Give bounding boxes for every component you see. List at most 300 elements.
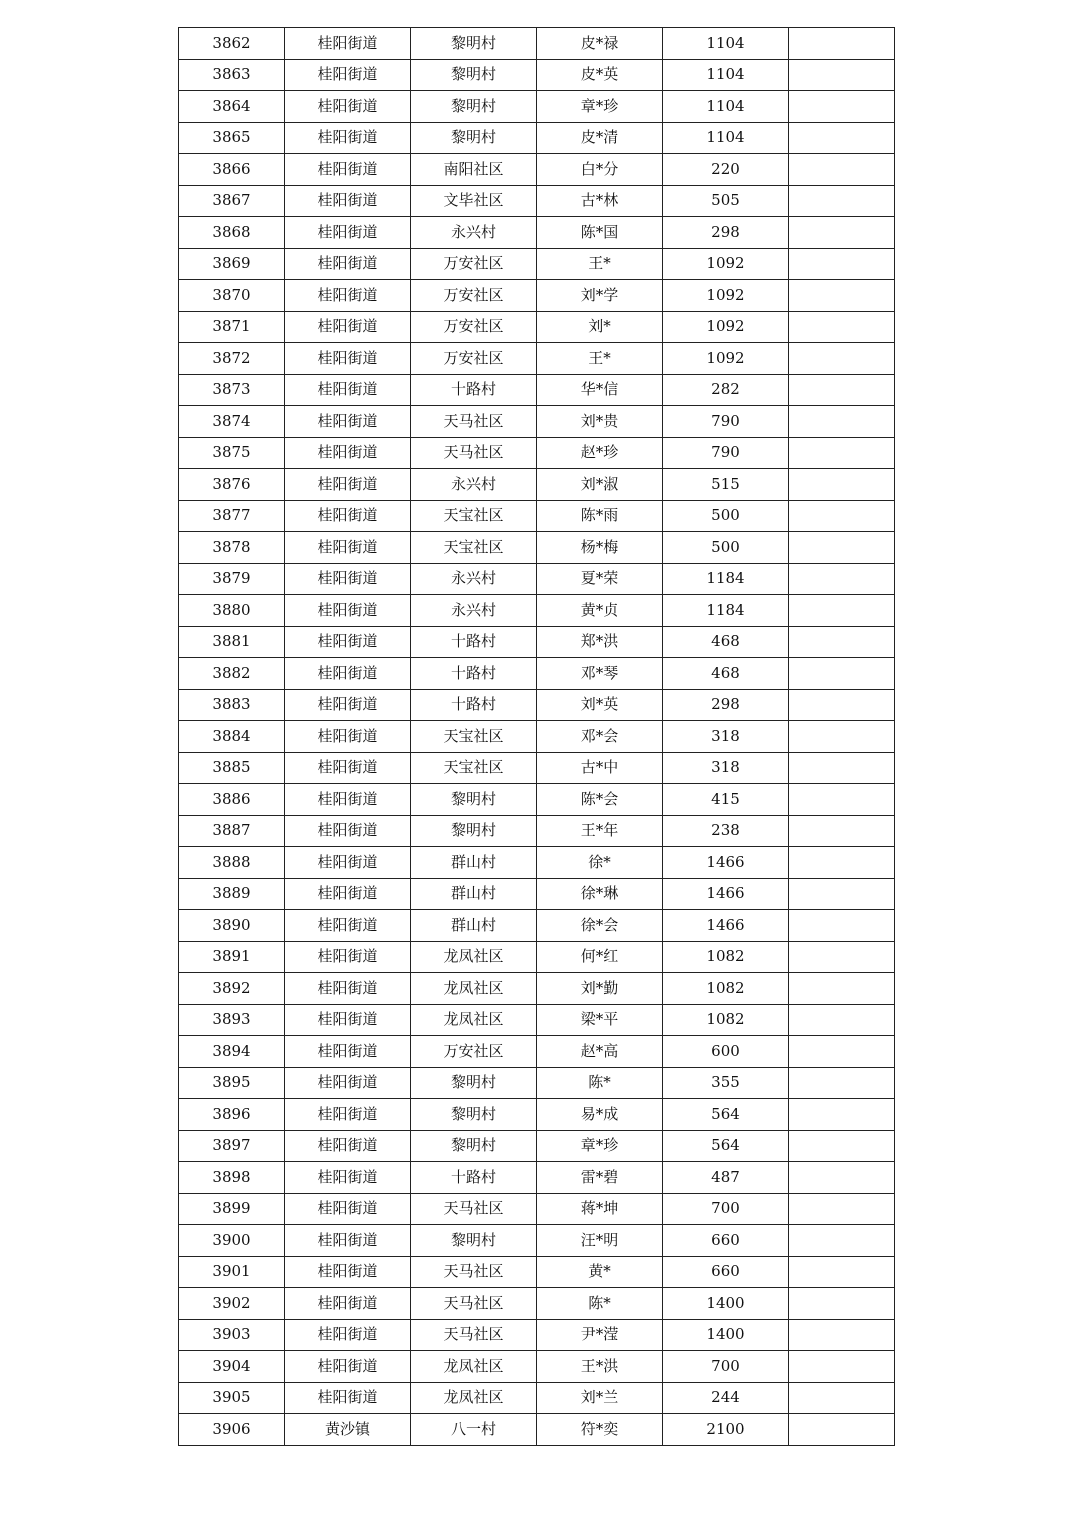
person-name-cell: 黄*贞 [537,595,663,627]
person-name-cell: 蒋*坤 [537,1193,663,1225]
village-cell: 永兴村 [411,217,537,249]
town-cell: 桂阳街道 [285,374,411,406]
village-cell: 黎明村 [411,815,537,847]
serial-number-cell: 3863 [179,59,285,91]
remark-cell [789,59,895,91]
table-row [179,910,895,942]
village-cell: 十路村 [411,1162,537,1194]
town-cell: 黄沙镇 [285,1414,411,1446]
remark-cell [789,469,895,501]
table-row [179,1193,895,1225]
remark-cell [789,1036,895,1068]
serial-number-cell: 3889 [179,878,285,910]
amount-cell: 1466 [663,847,789,879]
amount-cell: 298 [663,689,789,721]
serial-number-cell: 3876 [179,469,285,501]
town-cell: 桂阳街道 [285,1382,411,1414]
serial-number-cell: 3881 [179,626,285,658]
table-row [179,469,895,501]
remark-cell [789,689,895,721]
serial-number-cell: 3884 [179,721,285,753]
remark-cell [789,1162,895,1194]
person-name-cell: 邓*会 [537,721,663,753]
town-cell: 桂阳街道 [285,689,411,721]
person-name-cell: 尹*滢 [537,1319,663,1351]
town-cell: 桂阳街道 [285,311,411,343]
village-cell: 黎明村 [411,1099,537,1131]
table-row [179,689,895,721]
serial-number-cell: 3894 [179,1036,285,1068]
remark-cell [789,185,895,217]
table-row [179,217,895,249]
amount-cell: 487 [663,1162,789,1194]
table-row [179,721,895,753]
table-row [179,1004,895,1036]
town-cell: 桂阳街道 [285,1256,411,1288]
town-cell: 桂阳街道 [285,1004,411,1036]
person-name-cell: 刘*学 [537,280,663,312]
amount-cell: 700 [663,1351,789,1383]
remark-cell [789,752,895,784]
village-cell: 文毕社区 [411,185,537,217]
village-cell: 万安社区 [411,343,537,375]
table-row [179,374,895,406]
remark-cell [789,311,895,343]
town-cell: 桂阳街道 [285,343,411,375]
serial-number-cell: 3891 [179,941,285,973]
town-cell: 桂阳街道 [285,1225,411,1257]
remark-cell [789,1256,895,1288]
table-row [179,532,895,564]
amount-cell: 318 [663,752,789,784]
person-name-cell: 赵*高 [537,1036,663,1068]
amount-cell: 564 [663,1130,789,1162]
village-cell: 黎明村 [411,122,537,154]
table-row [179,1099,895,1131]
amount-cell: 298 [663,217,789,249]
remark-cell [789,941,895,973]
amount-cell: 700 [663,1193,789,1225]
village-cell: 龙凤社区 [411,1382,537,1414]
serial-number-cell: 3901 [179,1256,285,1288]
person-name-cell: 徐*琳 [537,878,663,910]
serial-number-cell: 3897 [179,1130,285,1162]
remark-cell [789,1351,895,1383]
amount-cell: 1082 [663,973,789,1005]
remark-cell [789,532,895,564]
village-cell: 黎明村 [411,1225,537,1257]
person-name-cell: 赵*珍 [537,437,663,469]
serial-number-cell: 3905 [179,1382,285,1414]
serial-number-cell: 3875 [179,437,285,469]
serial-number-cell: 3866 [179,154,285,186]
remark-cell [789,658,895,690]
serial-number-cell: 3899 [179,1193,285,1225]
village-cell: 黎明村 [411,91,537,123]
person-name-cell: 王*洪 [537,1351,663,1383]
remark-cell [789,374,895,406]
town-cell: 桂阳街道 [285,469,411,501]
amount-cell: 1400 [663,1319,789,1351]
town-cell: 桂阳街道 [285,1351,411,1383]
person-name-cell: 郑*洪 [537,626,663,658]
village-cell: 永兴村 [411,563,537,595]
remark-cell [789,1067,895,1099]
person-name-cell: 皮*禄 [537,28,663,60]
village-cell: 十路村 [411,658,537,690]
town-cell: 桂阳街道 [285,595,411,627]
person-name-cell: 刘*贵 [537,406,663,438]
village-cell: 天马社区 [411,1319,537,1351]
table-row [179,122,895,154]
town-cell: 桂阳街道 [285,122,411,154]
table-body [179,28,895,1446]
remark-cell [789,406,895,438]
village-cell: 龙凤社区 [411,1351,537,1383]
person-name-cell: 白*分 [537,154,663,186]
table-row [179,563,895,595]
serial-number-cell: 3895 [179,1067,285,1099]
village-cell: 万安社区 [411,280,537,312]
village-cell: 天马社区 [411,1193,537,1225]
person-name-cell: 古*林 [537,185,663,217]
table-row [179,406,895,438]
person-name-cell: 邓*琴 [537,658,663,690]
amount-cell: 1184 [663,563,789,595]
town-cell: 桂阳街道 [285,752,411,784]
serial-number-cell: 3873 [179,374,285,406]
village-cell: 十路村 [411,626,537,658]
serial-number-cell: 3871 [179,311,285,343]
serial-number-cell: 3906 [179,1414,285,1446]
town-cell: 桂阳街道 [285,973,411,1005]
person-name-cell: 陈*雨 [537,500,663,532]
table-row [179,185,895,217]
serial-number-cell: 3869 [179,248,285,280]
remark-cell [789,1319,895,1351]
town-cell: 桂阳街道 [285,1319,411,1351]
amount-cell: 1104 [663,28,789,60]
person-name-cell: 徐*会 [537,910,663,942]
village-cell: 天宝社区 [411,721,537,753]
serial-number-cell: 3903 [179,1319,285,1351]
remark-cell [789,280,895,312]
person-name-cell: 陈*国 [537,217,663,249]
amount-cell: 318 [663,721,789,753]
town-cell: 桂阳街道 [285,59,411,91]
table-row [179,248,895,280]
village-cell: 天马社区 [411,406,537,438]
amount-cell: 1104 [663,59,789,91]
remark-cell [789,91,895,123]
village-cell: 天宝社区 [411,752,537,784]
remark-cell [789,1382,895,1414]
amount-cell: 1466 [663,910,789,942]
table-row [179,878,895,910]
amount-cell: 1104 [663,122,789,154]
town-cell: 桂阳街道 [285,532,411,564]
serial-number-cell: 3870 [179,280,285,312]
person-name-cell: 王* [537,343,663,375]
amount-cell: 1082 [663,941,789,973]
amount-cell: 220 [663,154,789,186]
serial-number-cell: 3880 [179,595,285,627]
village-cell: 八一村 [411,1414,537,1446]
village-cell: 群山村 [411,910,537,942]
person-name-cell: 雷*碧 [537,1162,663,1194]
person-name-cell: 王* [537,248,663,280]
serial-number-cell: 3890 [179,910,285,942]
table-row [179,1036,895,1068]
data-table [178,27,895,1446]
table-row [179,847,895,879]
amount-cell: 600 [663,1036,789,1068]
amount-cell: 1092 [663,248,789,280]
table-row [179,1067,895,1099]
village-cell: 群山村 [411,847,537,879]
table-row [179,1225,895,1257]
table-row [179,815,895,847]
amount-cell: 415 [663,784,789,816]
table-row [179,280,895,312]
table-row [179,784,895,816]
amount-cell: 1466 [663,878,789,910]
amount-cell: 238 [663,815,789,847]
table-row [179,658,895,690]
remark-cell [789,878,895,910]
table-row [179,1288,895,1320]
remark-cell [789,28,895,60]
table-row [179,1382,895,1414]
remark-cell [789,626,895,658]
serial-number-cell: 3862 [179,28,285,60]
amount-cell: 1400 [663,1288,789,1320]
remark-cell [789,248,895,280]
person-name-cell: 杨*梅 [537,532,663,564]
serial-number-cell: 3886 [179,784,285,816]
remark-cell [789,973,895,1005]
serial-number-cell: 3874 [179,406,285,438]
town-cell: 桂阳街道 [285,878,411,910]
table-row [179,28,895,60]
serial-number-cell: 3882 [179,658,285,690]
serial-number-cell: 3868 [179,217,285,249]
serial-number-cell: 3872 [179,343,285,375]
village-cell: 天马社区 [411,437,537,469]
remark-cell [789,1414,895,1446]
village-cell: 万安社区 [411,311,537,343]
town-cell: 桂阳街道 [285,1130,411,1162]
serial-number-cell: 3904 [179,1351,285,1383]
table-row [179,752,895,784]
person-name-cell: 易*成 [537,1099,663,1131]
serial-number-cell: 3877 [179,500,285,532]
village-cell: 万安社区 [411,1036,537,1068]
town-cell: 桂阳街道 [285,217,411,249]
town-cell: 桂阳街道 [285,91,411,123]
amount-cell: 505 [663,185,789,217]
amount-cell: 500 [663,500,789,532]
table-row [179,1162,895,1194]
town-cell: 桂阳街道 [285,1162,411,1194]
town-cell: 桂阳街道 [285,910,411,942]
remark-cell [789,1130,895,1162]
amount-cell: 282 [663,374,789,406]
table-row [179,91,895,123]
person-name-cell: 刘*兰 [537,1382,663,1414]
amount-cell: 1092 [663,311,789,343]
table-row [179,500,895,532]
serial-number-cell: 3896 [179,1099,285,1131]
remark-cell [789,910,895,942]
amount-cell: 1082 [663,1004,789,1036]
table-row [179,311,895,343]
town-cell: 桂阳街道 [285,1288,411,1320]
town-cell: 桂阳街道 [285,248,411,280]
person-name-cell: 梁*平 [537,1004,663,1036]
remark-cell [789,847,895,879]
village-cell: 龙凤社区 [411,973,537,1005]
person-name-cell: 章*珍 [537,91,663,123]
village-cell: 群山村 [411,878,537,910]
village-cell: 天宝社区 [411,532,537,564]
person-name-cell: 皮*清 [537,122,663,154]
amount-cell: 468 [663,658,789,690]
person-name-cell: 陈* [537,1288,663,1320]
village-cell: 黎明村 [411,28,537,60]
person-name-cell: 徐* [537,847,663,879]
serial-number-cell: 3883 [179,689,285,721]
serial-number-cell: 3879 [179,563,285,595]
town-cell: 桂阳街道 [285,658,411,690]
amount-cell: 468 [663,626,789,658]
serial-number-cell: 3902 [179,1288,285,1320]
amount-cell: 564 [663,1099,789,1131]
remark-cell [789,437,895,469]
remark-cell [789,343,895,375]
table-row [179,1319,895,1351]
town-cell: 桂阳街道 [285,437,411,469]
town-cell: 桂阳街道 [285,185,411,217]
person-name-cell: 刘*英 [537,689,663,721]
serial-number-cell: 3867 [179,185,285,217]
table-row [179,973,895,1005]
village-cell: 黎明村 [411,784,537,816]
village-cell: 黎明村 [411,59,537,91]
remark-cell [789,122,895,154]
person-name-cell: 刘* [537,311,663,343]
amount-cell: 790 [663,406,789,438]
amount-cell: 1092 [663,280,789,312]
table-row [179,343,895,375]
amount-cell: 515 [663,469,789,501]
town-cell: 桂阳街道 [285,406,411,438]
village-cell: 永兴村 [411,595,537,627]
table-row [179,1130,895,1162]
person-name-cell: 陈* [537,1067,663,1099]
person-name-cell: 章*珍 [537,1130,663,1162]
table-row [179,154,895,186]
town-cell: 桂阳街道 [285,1067,411,1099]
table-row [179,59,895,91]
village-cell: 十路村 [411,374,537,406]
town-cell: 桂阳街道 [285,280,411,312]
person-name-cell: 黄* [537,1256,663,1288]
town-cell: 桂阳街道 [285,847,411,879]
amount-cell: 500 [663,532,789,564]
village-cell: 十路村 [411,689,537,721]
village-cell: 天马社区 [411,1288,537,1320]
amount-cell: 660 [663,1225,789,1257]
town-cell: 桂阳街道 [285,626,411,658]
serial-number-cell: 3893 [179,1004,285,1036]
person-name-cell: 符*奕 [537,1414,663,1446]
village-cell: 龙凤社区 [411,1004,537,1036]
table-row [179,595,895,627]
town-cell: 桂阳街道 [285,563,411,595]
remark-cell [789,1288,895,1320]
town-cell: 桂阳街道 [285,721,411,753]
town-cell: 桂阳街道 [285,1036,411,1068]
person-name-cell: 夏*荣 [537,563,663,595]
town-cell: 桂阳街道 [285,941,411,973]
town-cell: 桂阳街道 [285,500,411,532]
village-cell: 南阳社区 [411,154,537,186]
town-cell: 桂阳街道 [285,1193,411,1225]
person-name-cell: 王*年 [537,815,663,847]
town-cell: 桂阳街道 [285,28,411,60]
remark-cell [789,217,895,249]
remark-cell [789,1004,895,1036]
table-row [179,437,895,469]
remark-cell [789,500,895,532]
person-name-cell: 刘*淑 [537,469,663,501]
amount-cell: 1184 [663,595,789,627]
remark-cell [789,154,895,186]
town-cell: 桂阳街道 [285,815,411,847]
serial-number-cell: 3892 [179,973,285,1005]
table-row [179,1414,895,1446]
table-row [179,626,895,658]
amount-cell: 1092 [663,343,789,375]
person-name-cell: 华*信 [537,374,663,406]
village-cell: 龙凤社区 [411,941,537,973]
remark-cell [789,721,895,753]
remark-cell [789,563,895,595]
remark-cell [789,1099,895,1131]
person-name-cell: 汪*明 [537,1225,663,1257]
amount-cell: 244 [663,1382,789,1414]
serial-number-cell: 3888 [179,847,285,879]
person-name-cell: 陈*会 [537,784,663,816]
amount-cell: 660 [663,1256,789,1288]
serial-number-cell: 3898 [179,1162,285,1194]
serial-number-cell: 3887 [179,815,285,847]
person-name-cell: 皮*英 [537,59,663,91]
serial-number-cell: 3878 [179,532,285,564]
village-cell: 天宝社区 [411,500,537,532]
amount-cell: 2100 [663,1414,789,1446]
serial-number-cell: 3864 [179,91,285,123]
remark-cell [789,784,895,816]
town-cell: 桂阳街道 [285,1099,411,1131]
table-row [179,1256,895,1288]
town-cell: 桂阳街道 [285,154,411,186]
table-row [179,1351,895,1383]
amount-cell: 355 [663,1067,789,1099]
remark-cell [789,1225,895,1257]
village-cell: 黎明村 [411,1067,537,1099]
